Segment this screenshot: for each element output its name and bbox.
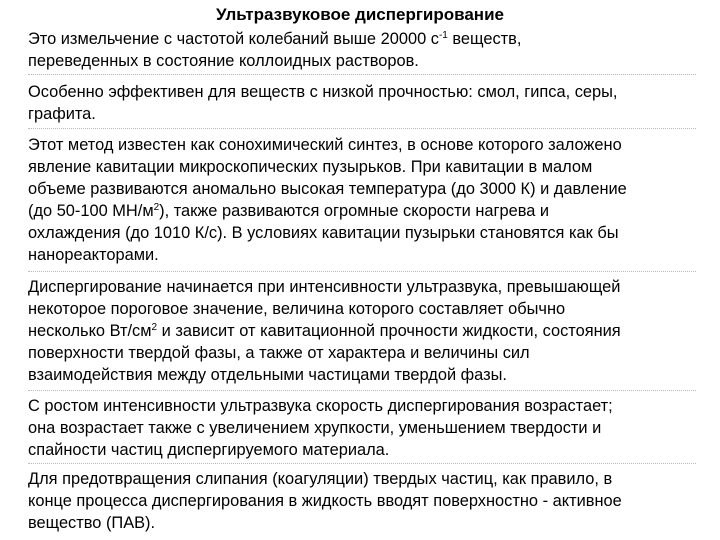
text-line — [28, 320, 700, 342]
text-line: спайности частиц диспергируемого материала. — [28, 441, 390, 459]
superscript: -1 — [438, 30, 448, 41]
paragraph-divider — [28, 74, 696, 75]
text-line: Для предотвращения слипания (коагуляции) твердых частиц, как правило, в — [28, 470, 613, 488]
text-line: графита. — [28, 105, 96, 123]
text-run: веществ, — [447, 30, 522, 48]
superscript: 2 — [153, 202, 160, 213]
paragraph-divider — [28, 390, 696, 391]
superscript: 2 — [151, 322, 158, 333]
paragraph-effectiveness — [28, 81, 700, 125]
text-line — [28, 28, 700, 50]
text-line: Особенно эффективен для веществ с низкой прочностью: смол, гипса, серы, — [28, 83, 618, 101]
text-line: С ростом интенсивности ультразвука скорость диспергирования возрастает; — [28, 397, 613, 415]
text-line: охлаждения (до 1010 К/с). В условиях кавитации пузырьки становятся как бы — [28, 224, 619, 242]
text-line: переведенных в состояние коллоидных растворов. — [28, 52, 419, 70]
text-line: поверхности твердой фазы, а также от характера и величины сил — [28, 344, 530, 362]
text-run: несколько Вт/см — [28, 322, 152, 340]
text-run: Это измельчение с частотой колебаний выше 20000 с — [28, 30, 439, 48]
paragraph-divider — [28, 463, 696, 464]
slide-title: Ультразвуковое диспергирование — [216, 5, 504, 24]
text-line: взаимодействия между отдельными частицами твердой фазы. — [28, 366, 507, 384]
text-run: (до 50-100 МН/м — [28, 202, 154, 220]
paragraph-surfactant — [28, 468, 700, 534]
text-line: Диспергирование начинается при интенсивности ультразвука, превышающей — [28, 278, 621, 296]
paragraph-divider — [28, 128, 696, 129]
text-line — [28, 200, 700, 222]
text-line: Этот метод известен как сонохимический синтез, в основе которого заложено — [28, 136, 622, 154]
paragraph-intensity-effect — [28, 395, 700, 461]
paragraph-threshold — [28, 276, 700, 386]
text-line: некоторое пороговое значение, величина которого составляет обычно — [28, 300, 566, 318]
text-line: вещество (ПАВ). — [28, 514, 156, 532]
paragraph-sonochemical-synthesis — [28, 134, 700, 266]
text-line: явление кавитации микроскопических пузырьков. При кавитации в малом — [28, 158, 593, 176]
text-line: конце процесса диспергирования в жидкость вводят поверхностно - активное — [28, 492, 622, 510]
text-line: она возрастает также с увеличением хрупкости, уменьшением твердости и — [28, 419, 602, 437]
text-run: ), также развиваются огромные скорости нагрева и — [159, 202, 550, 220]
paragraph-definition — [28, 28, 700, 72]
text-line: объеме развиваются аномально высокая температура (до 3000 К) и давление — [28, 180, 627, 198]
text-run: и зависит от кавитационной прочности жидкости, состояния — [157, 322, 621, 340]
paragraph-divider — [28, 271, 696, 272]
text-line: нанореакторами. — [28, 246, 159, 264]
